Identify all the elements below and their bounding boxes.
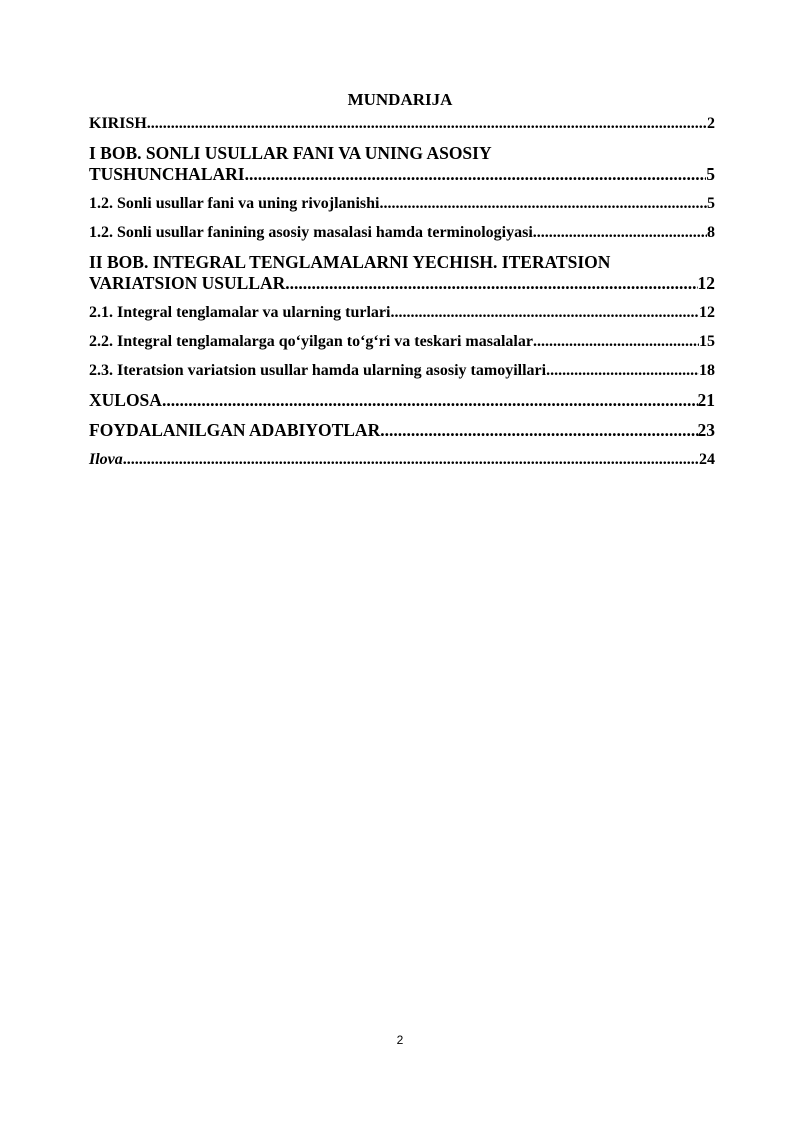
dot-leader [546, 361, 699, 381]
toc-title: MUNDARIJA [347, 90, 453, 109]
toc-entry-page: 5 [706, 164, 715, 184]
dot-leader [380, 420, 697, 441]
toc-entry-page: 18 [699, 362, 715, 379]
dot-leader [147, 114, 707, 134]
toc-entry-page: 12 [697, 273, 715, 293]
toc-entry-kirish[interactable] [89, 114, 715, 134]
toc-entry-page: 24 [699, 451, 715, 468]
toc-entry-page: 21 [697, 390, 715, 410]
toc-entry-section-2-1[interactable] [89, 303, 715, 323]
toc-entry-label: 1.2. Sonli usullar fani va uning rivojlanishi [89, 195, 380, 212]
toc-entry-label: KIRISH [89, 115, 147, 132]
dot-leader [390, 303, 699, 323]
toc-entry-ilova[interactable] [89, 450, 715, 470]
toc-entry-adabiyotlar[interactable] [89, 420, 715, 441]
toc-entry-page: 23 [697, 420, 715, 440]
toc-entry-label: TUSHUNCHALARI [89, 164, 245, 184]
dot-leader [533, 332, 699, 352]
dot-leader [533, 223, 707, 243]
toc-entry-label: 2.2. Integral tenglamalarga qo‘yilgan to‘g‘ri va teskari masalalar [89, 333, 533, 350]
toc-entry-label: Ilova [89, 451, 123, 468]
toc-entry-page: 5 [707, 195, 715, 212]
dot-leader [379, 194, 707, 214]
toc-entry-label: XULOSA [89, 390, 162, 410]
toc-entry-page: 2 [707, 115, 715, 132]
table-of-contents [89, 114, 715, 479]
toc-entry-section-2-2[interactable] [89, 332, 715, 352]
toc-entry-page: 8 [707, 224, 715, 241]
toc-entry-section-2-3[interactable] [89, 361, 715, 381]
toc-entry-label: 1.2. Sonli usullar fanining asosiy masalasi hamda terminologiyasi [89, 224, 533, 241]
toc-entry-section-1-2a[interactable] [89, 194, 715, 214]
toc-entry-label: VARIATSION USULLAR [89, 273, 286, 293]
toc-entry-chapter-1[interactable] [89, 143, 715, 185]
toc-entry-section-1-2b[interactable] [89, 223, 715, 243]
toc-entry-label: 2.1. Integral tenglamalar va ularning turlari [89, 304, 391, 321]
dot-leader [162, 390, 698, 411]
toc-entry-chapter-2[interactable] [89, 252, 715, 294]
dot-leader [123, 450, 699, 470]
toc-entry-label-line: I BOB. SONLI USULLAR FANI VA UNING ASOSIY [89, 143, 492, 163]
toc-entry-xulosa[interactable] [89, 390, 715, 411]
toc-entry-label: 2.3. Iteratsion variatsion usullar hamda ularning asosiy tamoyillari [89, 362, 547, 379]
dot-leader [245, 164, 707, 185]
dot-leader [285, 273, 697, 294]
toc-entry-label: FOYDALANILGAN ADABIYOTLAR [89, 420, 381, 440]
toc-entry-label-line: II BOB. INTEGRAL TENGLAMALARNI YECHISH. ITERATSION [89, 252, 611, 272]
page-number: 2 [396, 1033, 404, 1047]
toc-entry-page: 15 [699, 333, 715, 350]
toc-entry-page: 12 [699, 304, 715, 321]
